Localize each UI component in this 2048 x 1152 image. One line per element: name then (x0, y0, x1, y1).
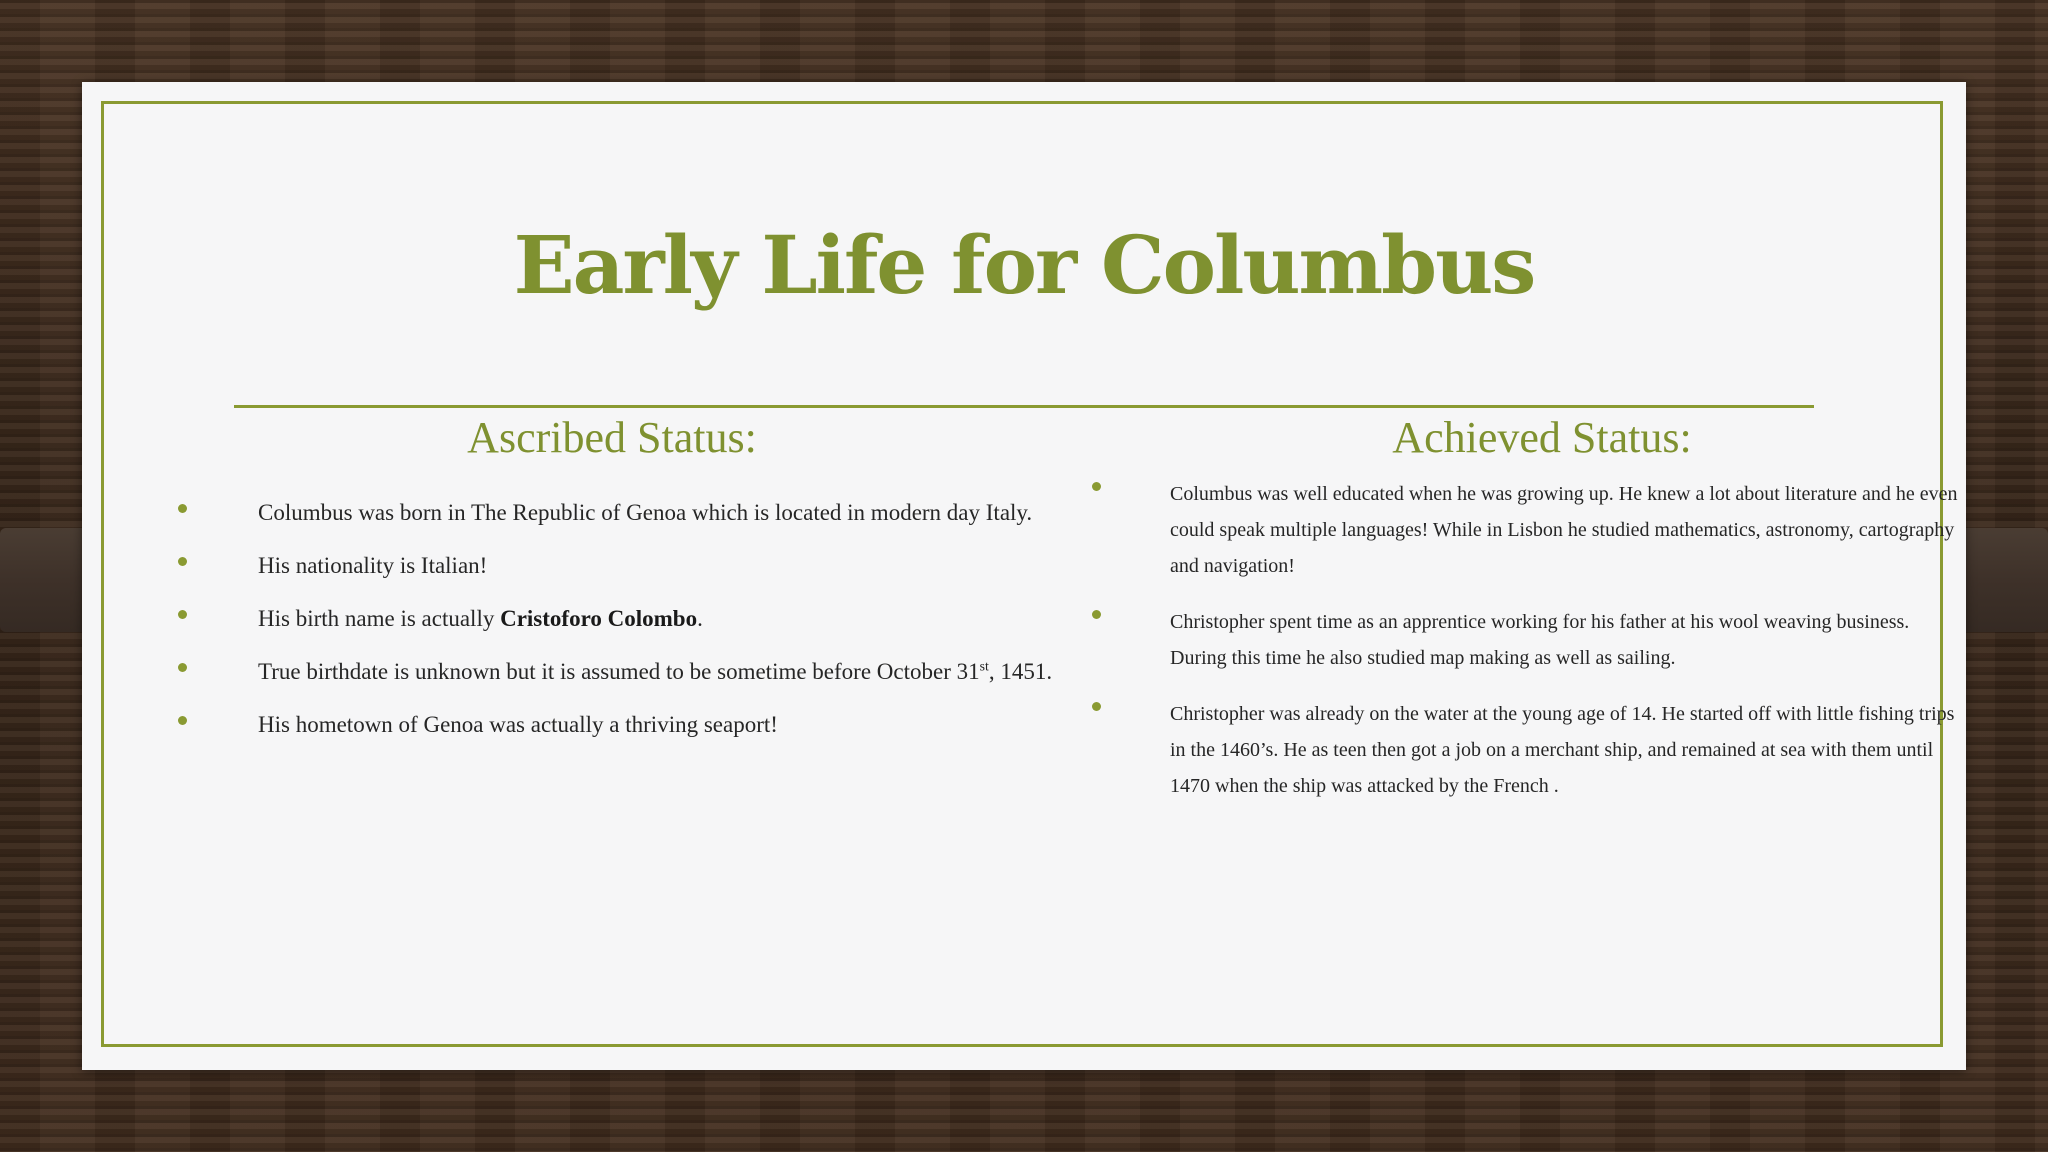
list-item-text: Christopher was already on the water at the young age of 14. He started off with little fishing trips in the 1460’s. He as teen then got a job on a merchant ship, and remained at sea with them until 1470 when the ship was attacked by the French . (1170, 703, 1955, 797)
list-item (176, 655, 1056, 688)
bullet-icon (178, 557, 187, 566)
list-item (176, 496, 1056, 529)
bullet-icon (1092, 482, 1101, 491)
list-item-text-before: True birthdate is unknown but it is assumed to be sometime before October 31 (258, 659, 980, 684)
bullet-icon (178, 610, 187, 619)
bullet-icon (178, 716, 187, 725)
list-item-text-before: His birth name is actually (258, 606, 501, 631)
achieved-list (1090, 476, 1970, 824)
slide-title: Early Life for Columbus (513, 218, 1535, 312)
ascribed-list (176, 496, 1056, 761)
birth-name-bold: Cristoforo Colombo (500, 606, 698, 631)
slide-card (82, 82, 1966, 1070)
list-item (1090, 604, 1970, 676)
title-divider (234, 405, 1814, 408)
bullet-icon (1092, 610, 1101, 619)
list-item-text: Christopher spent time as an apprentice working for his father at his wool weaving business. During this time he also studied map making as well as sailing. (1170, 611, 1910, 669)
achieved-heading: Achieved Status: (1392, 413, 1692, 462)
list-item-text: Columbus was well educated when he was growing up. He knew a lot about literature and he even could speak multiple languages! While in Lisbon he studied mathematics, astronomy, cartography and navigation! (1170, 483, 1958, 577)
list-item (1090, 696, 1970, 804)
list-item-text: His hometown of Genoa was actually a thriving seaport! (258, 712, 778, 737)
list-item-text-after: , 1451. (988, 659, 1053, 684)
list-item (176, 549, 1056, 582)
list-item (1090, 476, 1970, 584)
list-item-text: Columbus was born in The Republic of Genoa which is located in modern day Italy. (258, 500, 1033, 525)
bullet-icon (178, 504, 187, 513)
bullet-icon (178, 663, 187, 672)
ascribed-heading: Ascribed Status: (467, 413, 757, 462)
bullet-icon (1092, 702, 1101, 711)
list-item-text: His nationality is Italian! (258, 553, 488, 578)
ordinal-suffix: st (979, 658, 989, 674)
list-item-text-after: . (697, 606, 703, 631)
list-item (176, 602, 1056, 635)
list-item (176, 708, 1056, 741)
